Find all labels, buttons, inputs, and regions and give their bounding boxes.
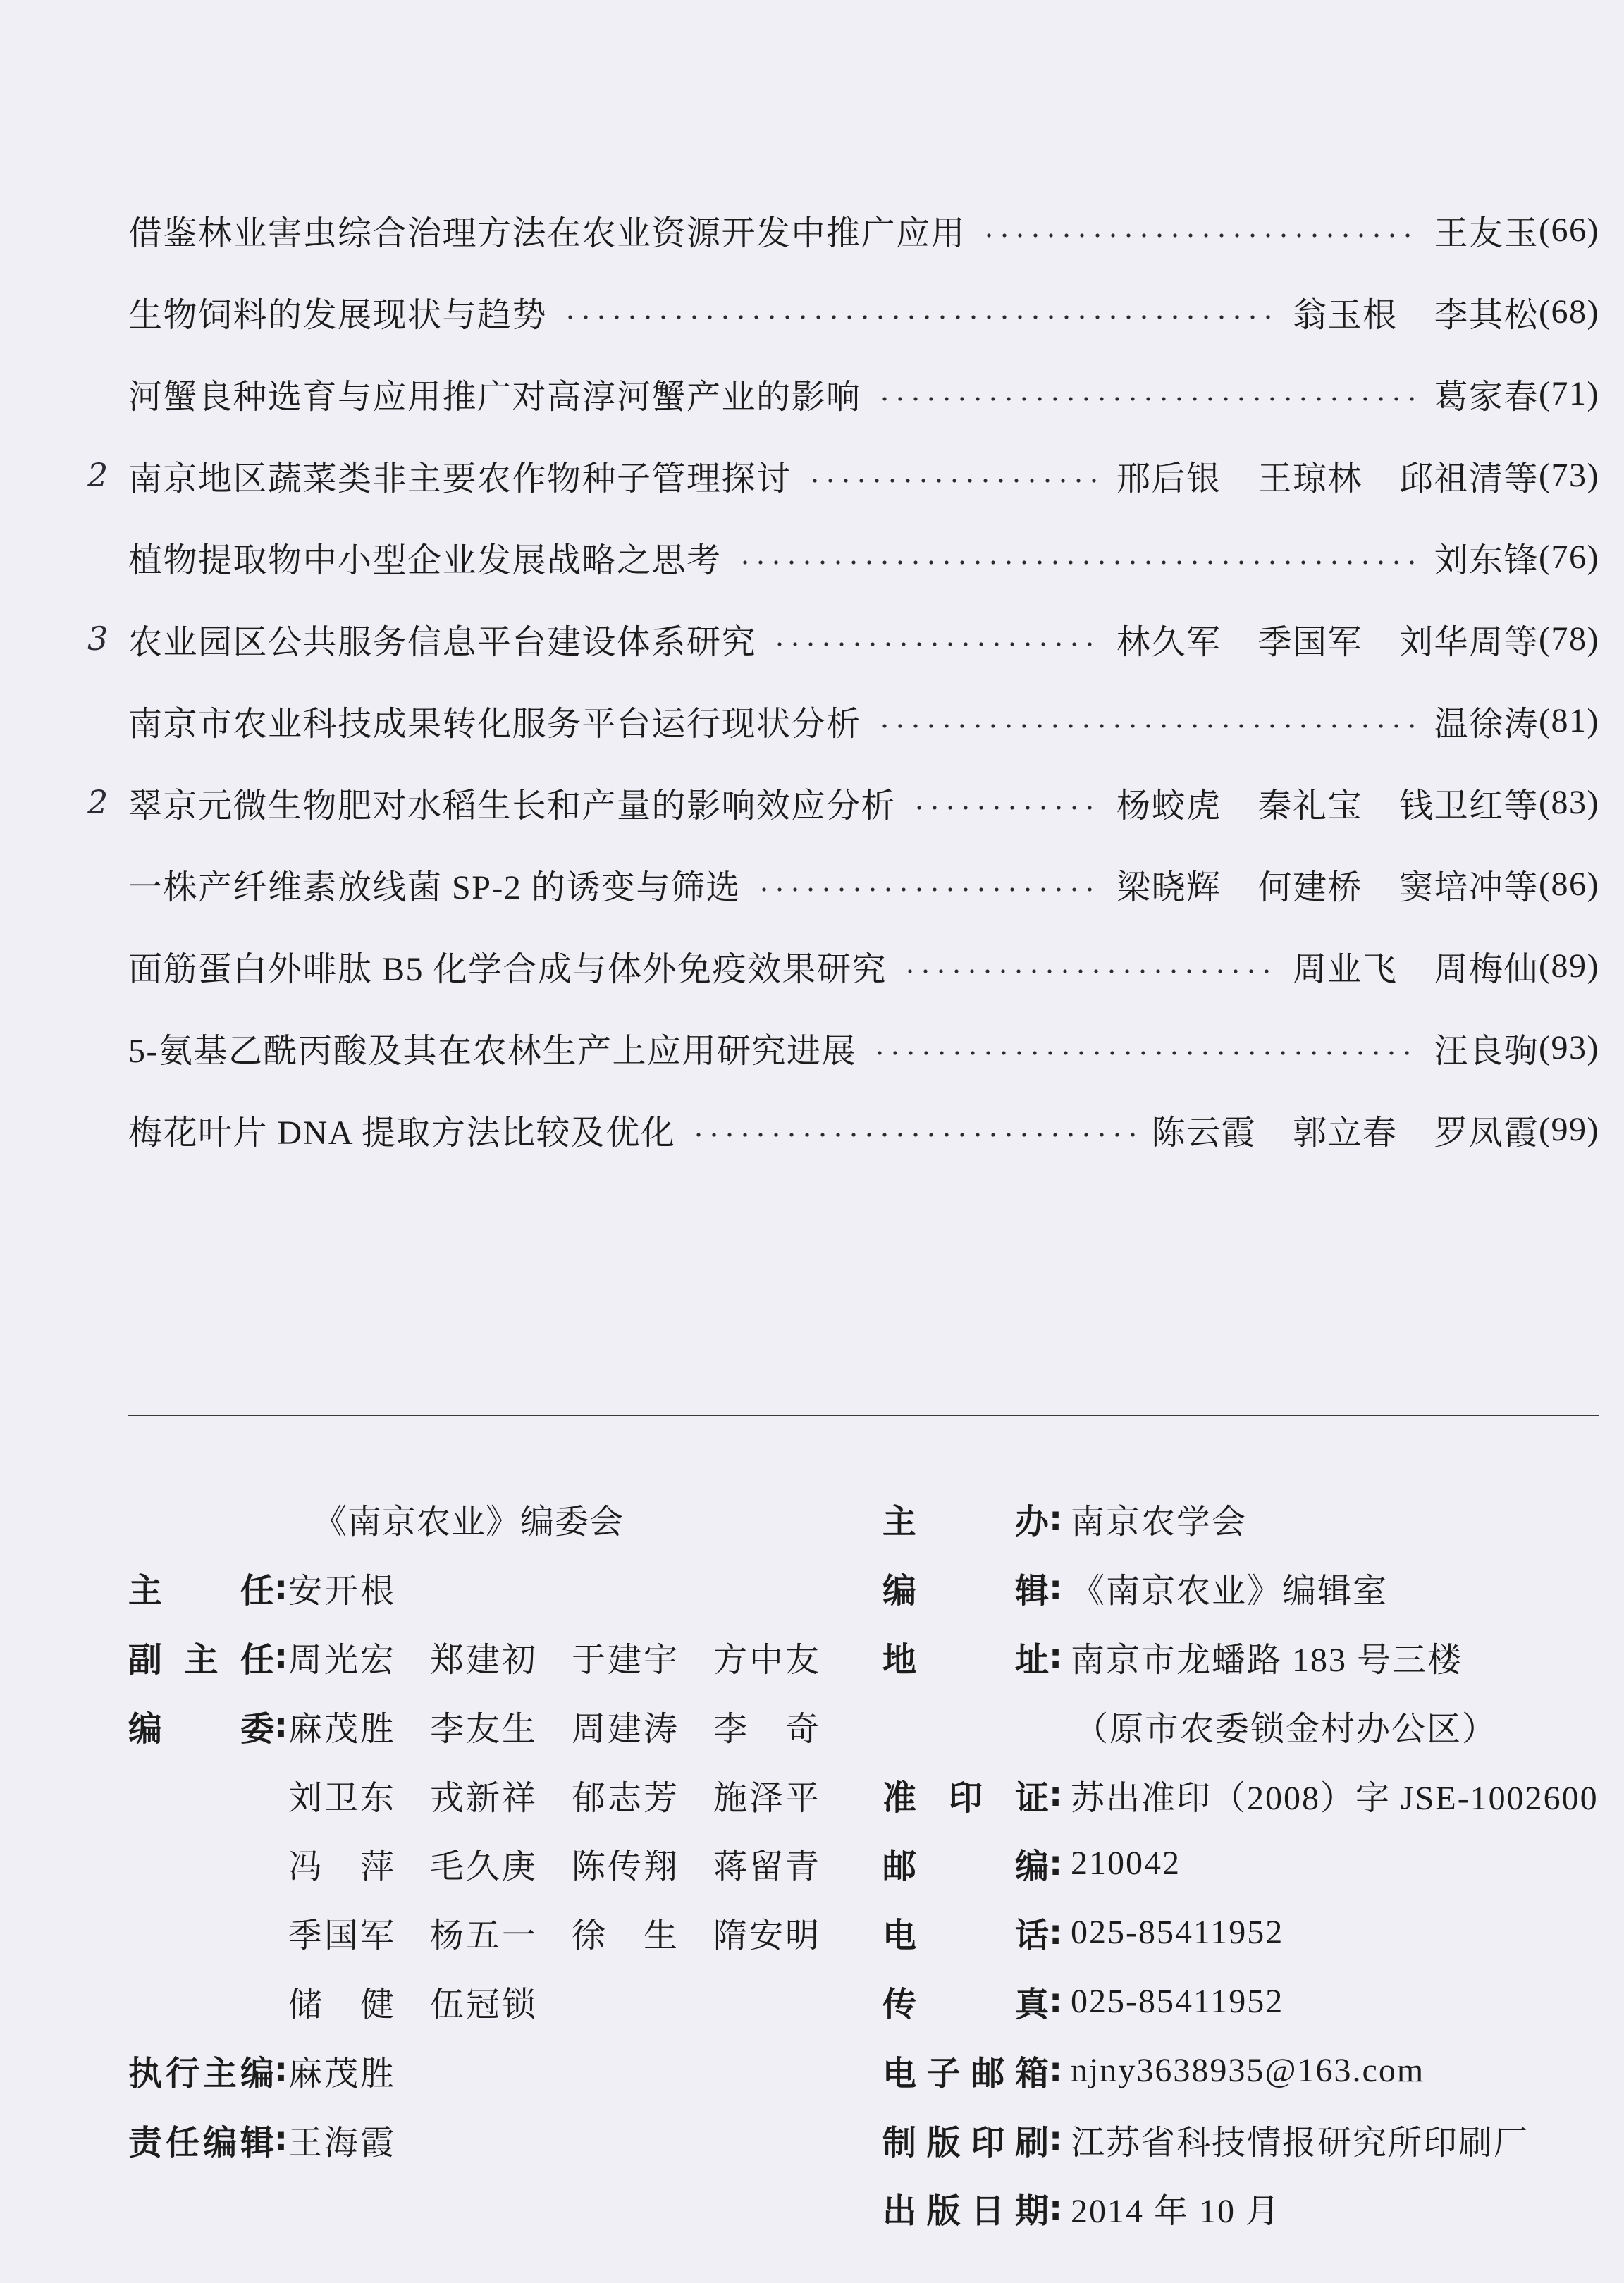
toc-page-number: (73) bbox=[1539, 456, 1599, 494]
toc-authors bbox=[1434, 533, 1539, 581]
board-label: 执 行 主 编 bbox=[128, 2053, 274, 2093]
publication-info bbox=[882, 1484, 1616, 2243]
board-member-name: 麻 茂 胜 bbox=[288, 2055, 394, 2093]
toc-author: 林久军 bbox=[1116, 623, 1222, 661]
toc-title: 生物饲料的发展现状与趋势 bbox=[128, 296, 548, 334]
pub-row-address bbox=[882, 1623, 1616, 1692]
toc-author: 刘东锋 bbox=[1434, 541, 1539, 579]
board-names bbox=[288, 1632, 855, 1681]
label-colon: : bbox=[1049, 2119, 1063, 2160]
toc-author: 陈云霞 bbox=[1151, 1114, 1256, 1152]
dot-leader bbox=[877, 396, 1420, 402]
board-member-name: 隋 安 明 bbox=[713, 1917, 819, 1955]
board-names bbox=[288, 1908, 855, 1957]
dot-leader bbox=[737, 560, 1420, 565]
toc-author: 何建桥 bbox=[1257, 868, 1363, 906]
toc-page-number: (78) bbox=[1539, 620, 1599, 658]
board-member-name: 李 奇 bbox=[713, 1710, 819, 1748]
toc-page-number: (93) bbox=[1539, 1028, 1599, 1066]
pub-value: 2014 年 10 月 bbox=[1071, 2193, 1281, 2231]
toc-entry bbox=[128, 925, 1599, 1007]
toc-entry bbox=[128, 352, 1599, 434]
pub-label: 制 版 印 刷 bbox=[882, 2122, 1049, 2162]
pub-value: 南京农学会 bbox=[1071, 1503, 1248, 1542]
pub-label: 准 印 证 bbox=[882, 1778, 1049, 1818]
toc-page-number: (89) bbox=[1539, 947, 1599, 985]
board-member-name: 于 建 宇 bbox=[572, 1641, 677, 1679]
pub-row-fax bbox=[882, 1967, 1616, 2036]
pub-row-printer bbox=[882, 2105, 1616, 2174]
toc-entry bbox=[87, 598, 1599, 679]
board-names bbox=[288, 2046, 430, 2095]
pub-label: 出 版 日 期 bbox=[882, 2191, 1049, 2232]
toc-author: 汪良驹 bbox=[1434, 1032, 1539, 1070]
toc-author: 周业飞 bbox=[1293, 950, 1398, 988]
toc-entry bbox=[128, 679, 1599, 761]
board-member-name: 麻 茂 胜 bbox=[288, 1710, 394, 1748]
label-colon: : bbox=[1049, 1568, 1063, 1608]
board-member-name: 施 泽 平 bbox=[713, 1779, 819, 1817]
board-names bbox=[288, 1977, 572, 2026]
toc-authors bbox=[1116, 778, 1539, 827]
toc-page-number: (76) bbox=[1539, 538, 1599, 576]
label-colon: : bbox=[1049, 2050, 1063, 2091]
label-colon: : bbox=[274, 1706, 288, 1746]
board-row-vice-chairs bbox=[128, 1623, 861, 1692]
board-row-chair bbox=[128, 1553, 861, 1623]
toc-title: 植物提取物中小型企业发展战略之思考 bbox=[128, 541, 722, 579]
toc-author: 郭立春 bbox=[1293, 1114, 1398, 1152]
toc-author: 李其松 bbox=[1434, 296, 1539, 334]
toc-page-number: (81) bbox=[1539, 701, 1599, 739]
pub-label: 主 办 bbox=[882, 1502, 1049, 1542]
toc-entry bbox=[87, 434, 1599, 516]
toc-author: 秦礼宝 bbox=[1257, 787, 1363, 825]
pub-row-sponsor bbox=[882, 1484, 1616, 1553]
toc-page-number: (68) bbox=[1539, 293, 1599, 331]
toc-author: 葛家春 bbox=[1434, 378, 1539, 416]
label-colon: : bbox=[1049, 1775, 1063, 1815]
toc-author: 罗凤霞 bbox=[1434, 1114, 1539, 1152]
dot-leader bbox=[562, 314, 1279, 320]
board-names bbox=[288, 1702, 855, 1750]
toc-author: 窦培冲等 bbox=[1399, 868, 1539, 906]
toc-author: 王友玉 bbox=[1434, 214, 1539, 252]
board-member-name: 李 友 生 bbox=[430, 1710, 536, 1748]
toc-page-number: (83) bbox=[1539, 783, 1599, 821]
toc-title: 一株产纤维素放线菌 SP-2 的诱变与筛选 bbox=[128, 868, 741, 906]
label-colon: : bbox=[1049, 1843, 1063, 1883]
label-colon: : bbox=[1049, 1637, 1063, 1677]
board-label: 责 任 编 辑 bbox=[128, 2122, 274, 2162]
board-member-name: 伍 冠 锁 bbox=[430, 1986, 536, 2024]
pub-value: （原市农委锁金村办公区） bbox=[1074, 1710, 1498, 1748]
board-names bbox=[288, 1839, 855, 1888]
toc-authors bbox=[1293, 942, 1539, 990]
toc-authors bbox=[1434, 1023, 1539, 1072]
toc-authors bbox=[1434, 696, 1539, 745]
board-member-name: 安 开 根 bbox=[288, 1573, 394, 1611]
toc-page-number: (66) bbox=[1539, 211, 1599, 249]
toc-authors bbox=[1434, 206, 1539, 254]
board-member-name: 陈 传 翔 bbox=[572, 1848, 677, 1886]
toc-author: 季国军 bbox=[1257, 623, 1363, 661]
pub-row-address-note bbox=[882, 1691, 1616, 1760]
dot-leader bbox=[981, 233, 1420, 238]
board-member-name: 王 海 霞 bbox=[288, 2124, 394, 2162]
toc-author: 钱卫红等 bbox=[1399, 787, 1539, 825]
pub-row-phone bbox=[882, 1898, 1616, 1967]
board-heading: 《南京农业》编委会 bbox=[313, 1503, 625, 1542]
board-member-name: 储 健 bbox=[288, 1986, 394, 2024]
toc-authors bbox=[1116, 860, 1539, 909]
dot-leader bbox=[772, 641, 1102, 647]
toc-page-number: (86) bbox=[1539, 865, 1599, 903]
toc-entry bbox=[128, 1088, 1599, 1170]
toc-title: 河蟹良种选育与应用推广对高淳河蟹产业的影响 bbox=[128, 378, 861, 416]
toc-title: 梅花叶片 DNA 提取方法比较及优化 bbox=[128, 1114, 676, 1152]
toc-author: 刘华周等 bbox=[1399, 623, 1539, 661]
board-row-members-continued bbox=[128, 1898, 861, 1967]
toc-authors bbox=[1151, 1105, 1539, 1154]
toc-title: 南京地区蔬菜类非主要农作物种子管理探讨 bbox=[128, 460, 792, 498]
dot-leader bbox=[877, 723, 1420, 729]
toc-author: 温徐涛 bbox=[1434, 705, 1539, 743]
board-member-name: 毛 久 庚 bbox=[430, 1848, 536, 1886]
dot-leader bbox=[872, 1050, 1420, 1056]
horizontal-divider bbox=[128, 1415, 1599, 1416]
pub-value: 苏出准印（2008）字 JSE-1002600 bbox=[1071, 1779, 1599, 1817]
toc-title: 南京市农业科技成果转化服务平台运行现状分析 bbox=[128, 705, 861, 743]
board-member-name: 季 国 军 bbox=[288, 1917, 394, 1955]
toc-author: 王琼林 bbox=[1257, 460, 1363, 498]
table-of-contents bbox=[87, 189, 1599, 1170]
board-member-name: 周 光 宏 bbox=[288, 1641, 394, 1679]
board-member-name: 方 中 友 bbox=[713, 1641, 819, 1679]
handwritten-margin-mark: 2 bbox=[87, 456, 109, 494]
handwritten-margin-mark: 2 bbox=[87, 783, 109, 821]
editorial-board bbox=[128, 1484, 861, 2174]
label-colon: : bbox=[274, 1637, 288, 1677]
pub-value: 025-85411952 bbox=[1071, 1914, 1284, 1952]
dot-leader bbox=[807, 478, 1102, 484]
board-member-name: 徐 生 bbox=[572, 1917, 677, 1955]
pub-row-postcode bbox=[882, 1829, 1616, 1898]
toc-entry bbox=[128, 843, 1599, 925]
pub-row-permit bbox=[882, 1760, 1616, 1829]
board-member-name: 杨 五 一 bbox=[430, 1917, 536, 1955]
toc-entry bbox=[128, 1007, 1599, 1088]
label-colon: : bbox=[1049, 1912, 1063, 1952]
board-member-name: 蒋 留 青 bbox=[713, 1848, 819, 1886]
dot-leader bbox=[902, 968, 1279, 974]
label-colon: : bbox=[274, 2119, 288, 2160]
toc-title: 面筋蛋白外啡肽 B5 化学合成与体外免疫效果研究 bbox=[128, 950, 887, 988]
board-row-members-continued bbox=[128, 1829, 861, 1898]
label-colon: : bbox=[274, 2050, 288, 2091]
toc-authors bbox=[1116, 451, 1539, 500]
label-colon: : bbox=[1049, 2188, 1063, 2228]
toc-author: 翁玉根 bbox=[1293, 296, 1398, 334]
toc-author: 邱祖清等 bbox=[1399, 460, 1539, 498]
board-member-name: 郑 建 初 bbox=[430, 1641, 536, 1679]
pub-label: 编 辑 bbox=[882, 1571, 1049, 1611]
toc-entry bbox=[128, 271, 1599, 352]
pub-label: 邮 编 bbox=[882, 1847, 1049, 1887]
board-names bbox=[288, 1771, 855, 1819]
pub-row-editor bbox=[882, 1553, 1616, 1623]
label-colon: : bbox=[274, 1568, 288, 1608]
toc-title: 5-氨基乙酰丙酸及其在农林生产上应用研究进展 bbox=[128, 1032, 856, 1070]
pub-value: 江苏省科技情报研究所印刷厂 bbox=[1071, 2124, 1530, 2162]
toc-author: 梁晓辉 bbox=[1116, 868, 1222, 906]
pub-value: 025-85411952 bbox=[1071, 1982, 1284, 2020]
dot-leader bbox=[756, 887, 1102, 892]
board-row-members-continued bbox=[128, 1760, 861, 1829]
board-row-members bbox=[128, 1691, 861, 1760]
toc-entry bbox=[87, 761, 1599, 843]
toc-entry bbox=[128, 516, 1599, 598]
toc-author: 周梅仙 bbox=[1434, 950, 1539, 988]
dot-leader bbox=[691, 1132, 1137, 1138]
toc-entry bbox=[128, 189, 1599, 271]
board-member-name: 刘 卫 东 bbox=[288, 1779, 394, 1817]
board-member-name: 戎 新 祥 bbox=[430, 1779, 536, 1817]
toc-page-number: (99) bbox=[1539, 1110, 1599, 1148]
board-member-name: 周 建 涛 bbox=[572, 1710, 677, 1748]
pub-label: 电 话 bbox=[882, 1916, 1049, 1956]
pub-value: njny3638935@163.com bbox=[1071, 2051, 1425, 2089]
toc-authors bbox=[1116, 615, 1539, 663]
board-label: 主 任 bbox=[128, 1571, 274, 1611]
pub-label: 地 址 bbox=[882, 1639, 1049, 1680]
pub-value: 210042 bbox=[1071, 1845, 1181, 1883]
toc-author: 杨蛟虎 bbox=[1116, 787, 1222, 825]
board-row-members-continued bbox=[128, 1967, 861, 2036]
board-label: 副 主 任 bbox=[128, 1639, 274, 1680]
toc-authors bbox=[1434, 369, 1539, 418]
board-member-name: 郁 志 芳 bbox=[572, 1779, 677, 1817]
pub-row-date bbox=[882, 2174, 1616, 2243]
dot-leader bbox=[911, 805, 1102, 811]
toc-authors bbox=[1293, 288, 1539, 336]
board-member-name: 冯 萍 bbox=[288, 1848, 394, 1886]
board-names bbox=[288, 2115, 430, 2164]
pub-value: 《南京农业》编辑室 bbox=[1071, 1573, 1389, 1611]
pub-value: 南京市龙蟠路 183 号三楼 bbox=[1071, 1641, 1463, 1679]
board-row-editor-in-charge bbox=[128, 2105, 861, 2174]
board-names bbox=[288, 1563, 430, 1612]
label-colon: : bbox=[1049, 1499, 1063, 1539]
toc-title: 借鉴林业害虫综合治理方法在农业资源开发中推广应用 bbox=[128, 214, 966, 252]
board-row-executive-editor bbox=[128, 2036, 861, 2105]
pub-label: 传 真 bbox=[882, 1984, 1049, 2024]
toc-title: 农业园区公共服务信息平台建设体系研究 bbox=[128, 623, 757, 661]
handwritten-margin-mark: 3 bbox=[87, 620, 109, 658]
pub-row-email bbox=[882, 2036, 1616, 2105]
toc-author: 邢后银 bbox=[1116, 460, 1222, 498]
board-label: 编 委 bbox=[128, 1709, 274, 1749]
toc-title: 翠京元微生物肥对水稻生长和产量的影响效应分析 bbox=[128, 787, 897, 825]
toc-page-number: (71) bbox=[1539, 374, 1599, 412]
label-colon: : bbox=[1049, 1981, 1063, 2022]
pub-label: 电 子 邮 箱 bbox=[882, 2053, 1049, 2093]
